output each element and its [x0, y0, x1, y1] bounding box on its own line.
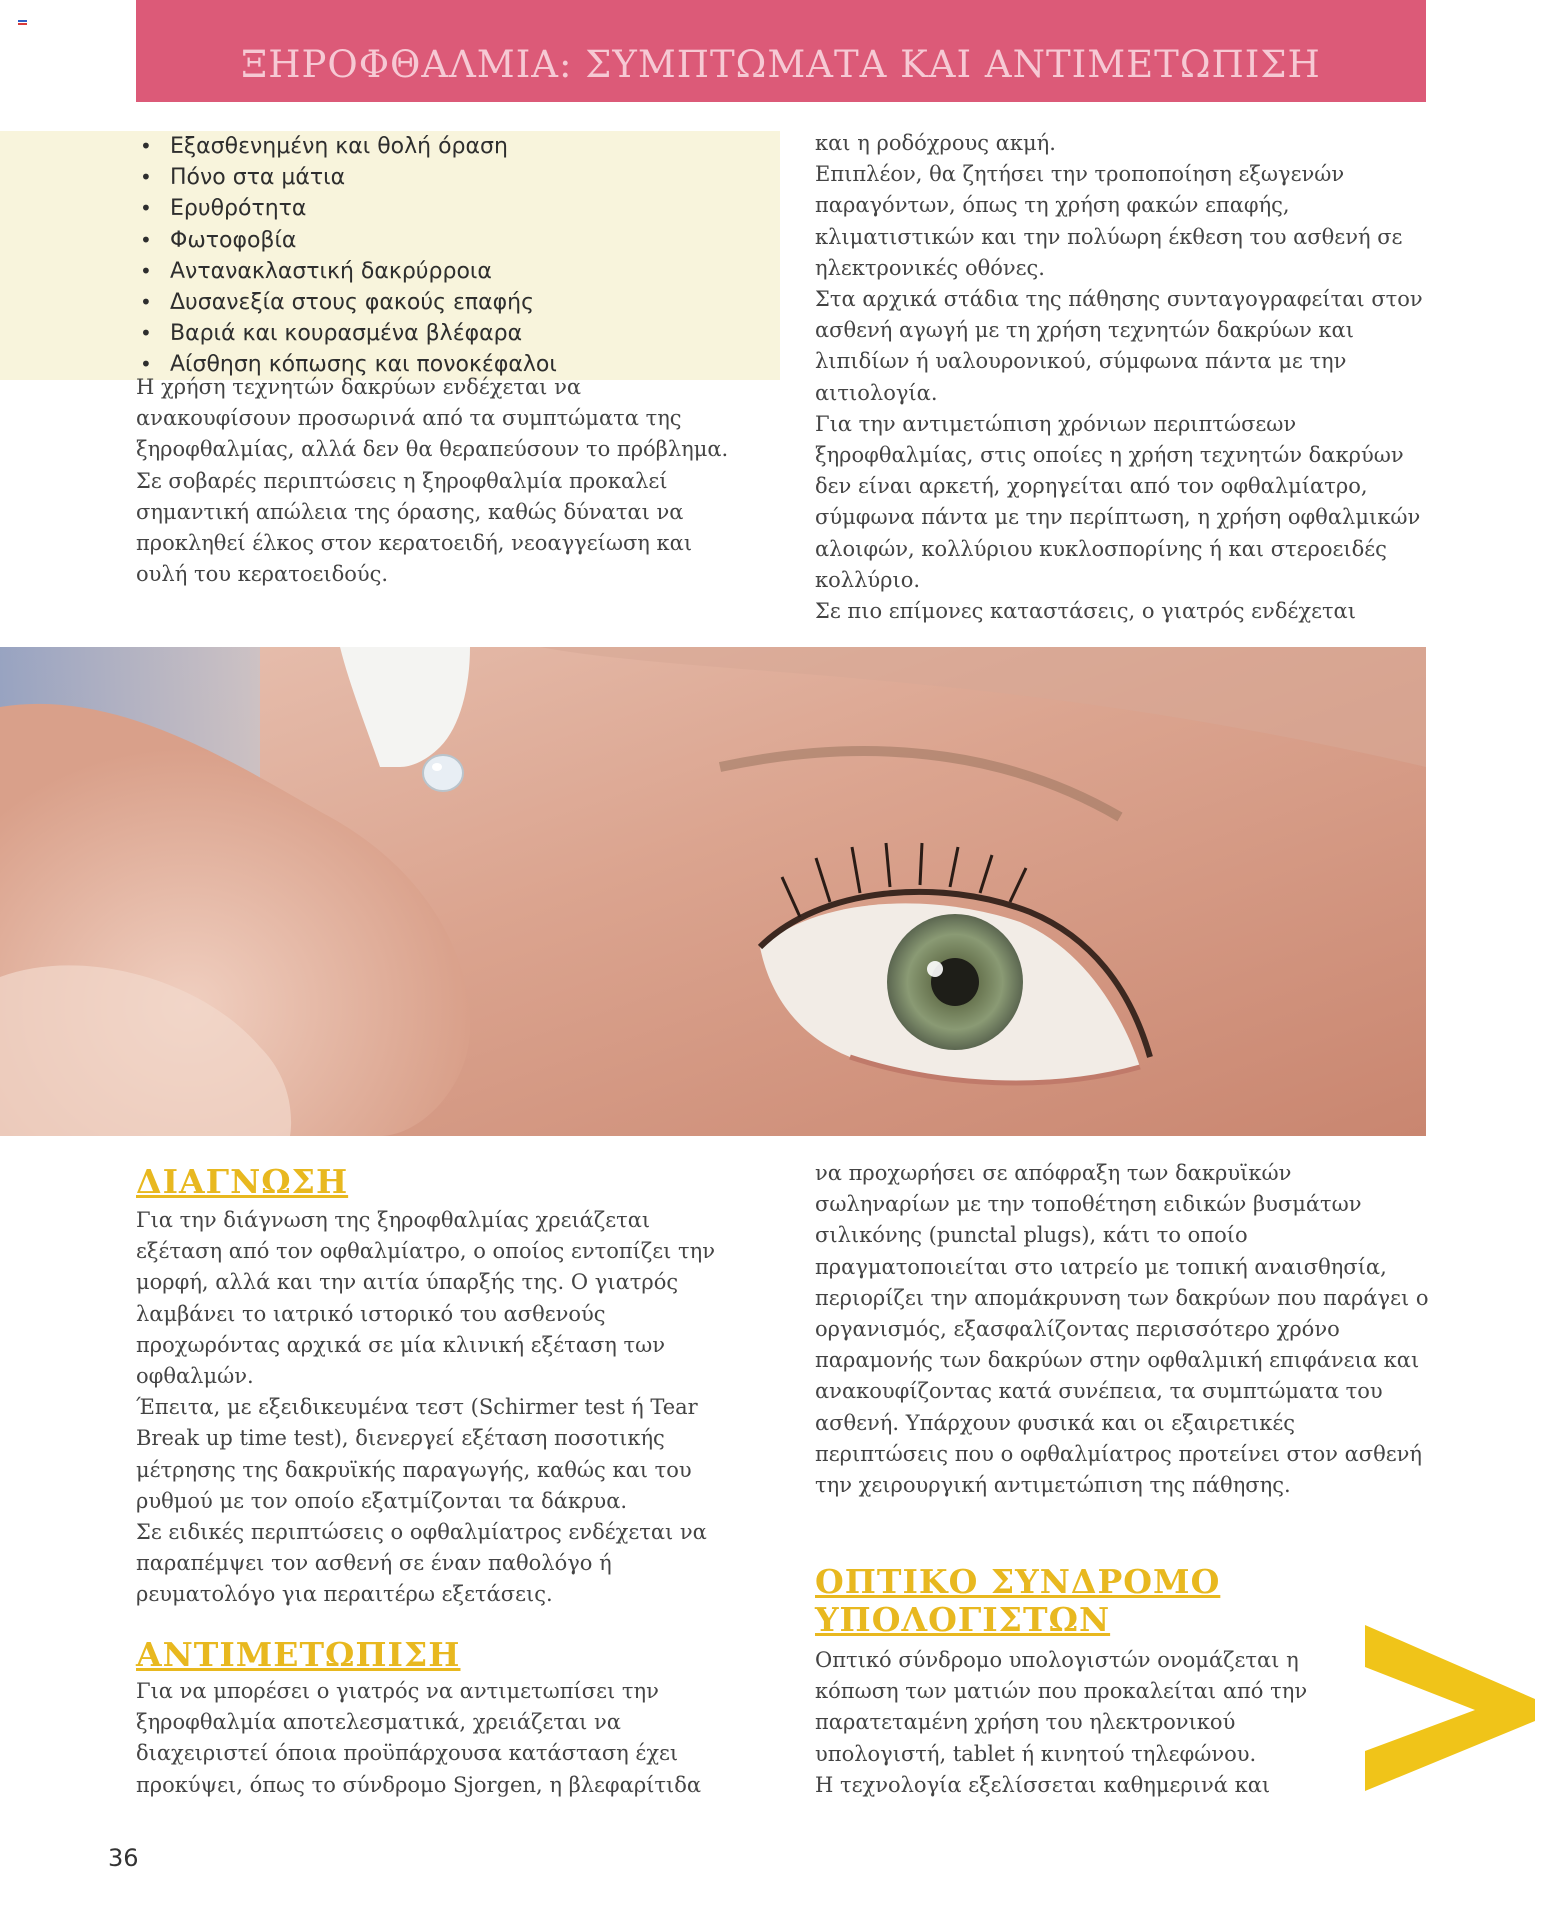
symptom-item: • Αντανακλαστική δακρύρροια	[138, 256, 557, 287]
eye-drop-photo	[0, 647, 1426, 1136]
paragraph: και η ροδόχρους ακμή.	[815, 131, 1056, 155]
bottom-right-text	[815, 1158, 1430, 1501]
paragraph: Στα αρχικά στάδια της πάθησης συνταγογραφείται στον ασθενή αγωγή με τη χρήση τεχνητών δακρύων και λιπιδίων ή υαλουρονικού, σύμφωνα πάντα με την αιτιολογία.	[815, 287, 1423, 405]
treatment-text	[136, 1676, 736, 1801]
symptom-item: • Πόνο στα μάτια	[138, 162, 557, 193]
symptom-item: • Ερυθρότητα	[138, 193, 557, 224]
treatment-heading: ΑΝΤΙΜΕΤΩΠΙΣΗ	[136, 1635, 461, 1674]
paragraph: Οπτικό σύνδρομο υπολογιστών ονομάζεται η κόπωση των ματιών που προκαλείται από την παρατεταμένη χρήση του ηλεκτρονικού υπολογιστή, tablet ή κινητού τηλεφώνου.	[815, 1648, 1308, 1766]
diagnosis-heading: ΔΙΑΓΝΩΣΗ	[136, 1162, 349, 1201]
page-number: 36	[108, 1844, 139, 1872]
paragraph: Για την αντιμετώπιση χρόνιων περιπτώσεων ξηροφθαλμίας, στις οποίες η χρήση τεχνητών δακρύων δεν είναι αρκετή, χορηγείται από τον οφθαλμίατρο, σύμφωνα πάντα με την περίπτωση, η χρήση οφθαλμικών αλοιφών, κολλύριου κυκλοσπορίνης ή και στεροειδές κολλύριο.	[815, 411, 1421, 592]
symptom-item: • Εξασθενημένη και θολή όραση	[138, 131, 557, 162]
paragraph: Η χρήση τεχνητών δακρύων ενδέχεται να ανακουφίσουν προσωρινά από τα συμπτώματα της ξηροφθαλμίας, αλλά δεν θα θεραπεύσουν το πρόβλημα.	[136, 375, 729, 462]
header-banner	[136, 0, 1426, 102]
cvs-heading: ΟΠΤΙΚΟ ΣΥΝΔΡΟΜΟ ΥΠΟΛΟΓΙΣΤΩΝ	[815, 1562, 1221, 1639]
symptom-list	[138, 131, 557, 381]
symptom-item: • Φωτοφοβία	[138, 225, 557, 256]
paragraph: Σε σοβαρές περιπτώσεις η ξηροφθαλμία προκαλεί σημαντική απώλεια της όρασης, καθώς δύναται να προκληθεί έλκος στον κερατοειδή, νεοαγγείωση και ουλή του κερατοειδούς.	[136, 468, 693, 587]
paragraph: Για να μπορέσει ο γιατρός να αντιμετωπίσει την ξηροφθαλμία αποτελεσματικά, χρειάζεται να διαχειριστεί όποια προϋπάρχουσα κατάσταση έχει προκύψει, όπως το σύνδρομο Sjorgen, η βλεφαρίτιδα	[136, 1679, 702, 1797]
paragraph: Σε ειδικές περιπτώσεις ο οφθαλμίατρος ενδέχεται να παραπέμψει τον ασθενή σε έναν παθολόγο ή ρευματολόγο για περαιτέρω εξετάσεις.	[136, 1520, 707, 1607]
symptom-item: • Βαριά και κουρασμένα βλέφαρα	[138, 318, 557, 349]
cvs-text	[815, 1645, 1355, 1801]
paragraph: Σε πιο επίμονες καταστάσεις, ο γιατρός ενδέχεται	[815, 599, 1356, 624]
chevron-right-icon[interactable]	[1365, 1625, 1535, 1791]
corner-mark	[18, 20, 27, 27]
paragraph: Έπειτα, με εξειδικευμένα τεστ (Schirmer test ή Tear Break up time test), διενεργεί εξέταση ποσοτικής μέτρησης της δακρυϊκής παραγωγής, καθώς και του ρυθμού με τον οποίο εξατμίζονται τα δάκρυα.	[136, 1395, 698, 1513]
symptom-item: • Αίσθηση κόπωσης και πονοκέφαλοι	[138, 349, 557, 380]
paragraph: Επιπλέον, θα ζητήσει την τροποποίηση εξωγενών παραγόντων, όπως τη χρήση φακών επαφής, κλιματιστικών και την πολύωρη έκθεση του ασθενή σε ηλεκτρονικές οθόνες.	[815, 162, 1403, 280]
page-title: ΞΗΡΟΦΘΑΛΜΙΑ: ΣΥΜΠΤΩΜΑΤΑ ΚΑΙ ΑΝΤΙΜΕΤΩΠΙΣΗ	[241, 43, 1321, 86]
top-right-text	[815, 128, 1430, 627]
diagnosis-text	[136, 1205, 736, 1611]
paragraph: να προχωρήσει σε απόφραξη των δακρυϊκών σωληναρίων με την τοποθέτηση ειδικών βυσμάτων σιλικόνης (punctal plugs), κάτι το οποίο πραγματοποιείται στο ιατρείο με τοπική αναισθησία, περιορίζει την απομάκρυνση των δακρύων που παράγει ο οργανισμός, εξασφαλίζοντας περισσότερο χρόνο παραμονής των δακρύων στην οφθαλμική επιφάνεια και ανακουφίζοντας κατά συνέπεια, τα συμπτώματα του ασθενή. Υπάρχουν φυσικά και οι εξαιρετικές περιπτώσεις που ο οφθαλμίατρος προτείνει στον ασθενή την χειρουργική αντιμετώπιση της πάθησης.	[815, 1161, 1429, 1498]
paragraph: Η τεχνολογία εξελίσσεται καθημερινά και	[815, 1772, 1271, 1797]
paragraph: Για την διάγνωση της ξηροφθαλμίας χρειάζεται εξέταση από τον οφθαλμίατρο, ο οποίος εντοπίζει την μορφή, αλλά και την αιτία ύπαρξής της. Ο γιατρός λαμβάνει το ιατρικό ιστορικό του ασθενούς προχωρόντας αρχικά σε μία κλινική εξέταση των οφθαλμών.	[136, 1208, 716, 1389]
eye-drop-illustration	[0, 647, 1426, 1136]
top-left-text	[136, 372, 736, 590]
symptom-item: • Δυσανεξία στους φακούς επαφής	[138, 287, 557, 318]
